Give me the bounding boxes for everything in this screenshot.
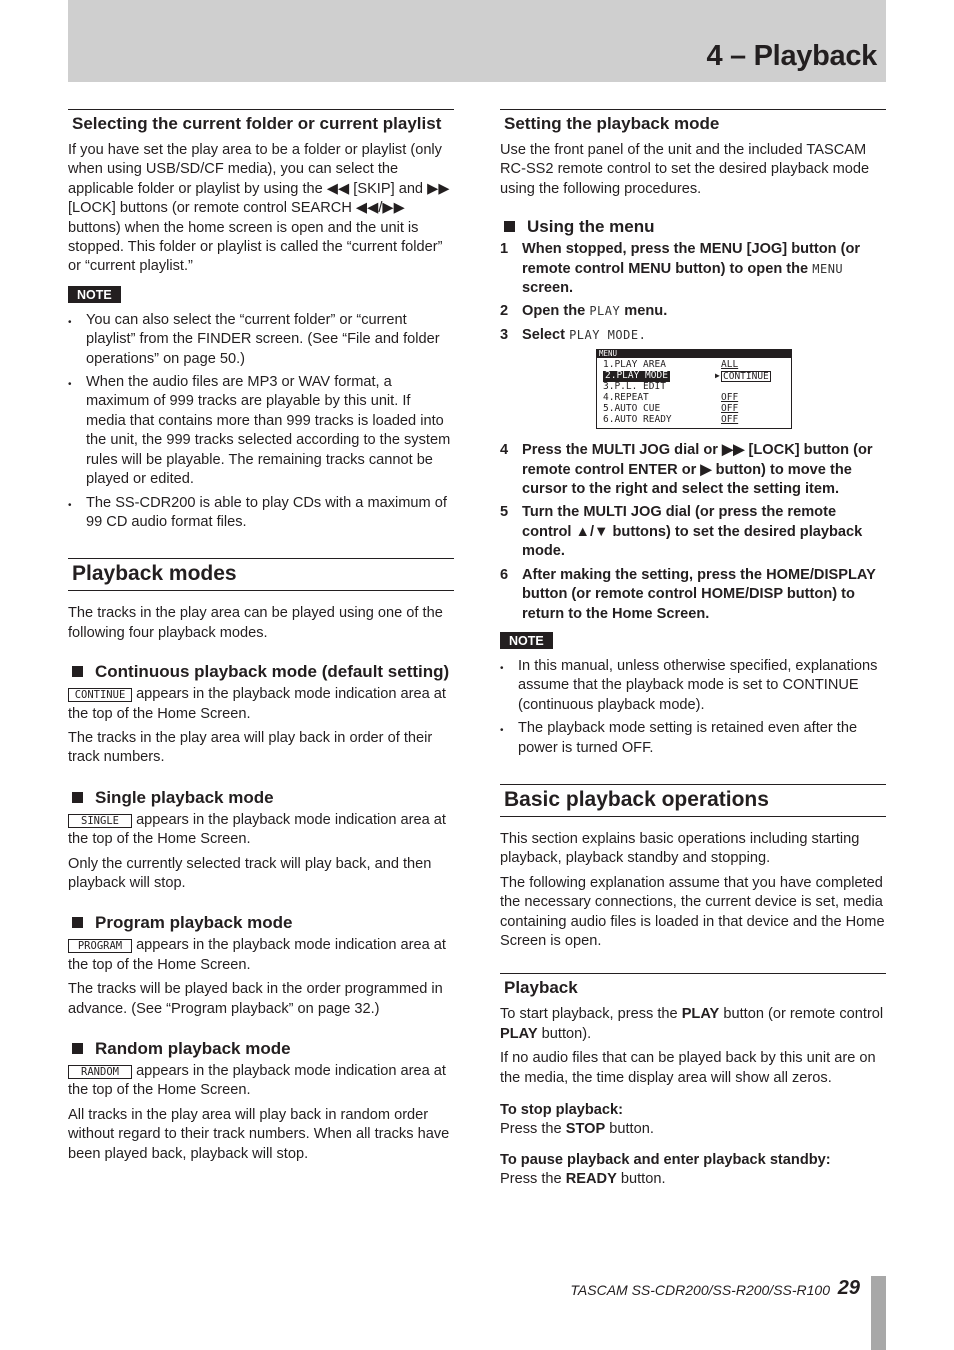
mode-indicator: PROGRAM	[68, 939, 132, 953]
playback-modes-intro: The tracks in the play area can be played using one of the following four playback modes.	[68, 605, 443, 641]
menu-lcd-screenshot	[596, 349, 792, 429]
step-item: 2 Open the PLAY menu.	[500, 303, 668, 320]
mode-heading-continuous: Continuous playback mode (default setting)	[68, 661, 454, 682]
square-bullet-icon	[504, 221, 515, 232]
section-heading-select-folder: Selecting the current folder or current playlist	[68, 109, 454, 134]
step-item: 5 Turn the MULTI JOG dial (or press the remote control ▲/▼ buttons) to set the desired playback mode.	[500, 504, 863, 560]
lcd-row: 6.AUTO READY OFF	[603, 414, 739, 426]
note-item: • In this manual, unless otherwise specified, explanations assume that the playback mode is set to CONTINUE (continuous playback mode).	[500, 657, 886, 715]
note-item: • The playback mode setting is retained even after the power is turned OFF.	[500, 719, 886, 758]
note-list	[68, 311, 454, 532]
chapter-title: 4 – Playback	[706, 40, 877, 72]
mode-random-p2: All tracks in the play area will play back in random order without regard to their track numbers. When all tracks have been played back, playback will stop.	[68, 1106, 450, 1162]
mode-indicator: CONTINUE	[68, 688, 132, 702]
mode-heading-program: Program playback mode	[68, 912, 454, 933]
using-menu-heading: Using the menu	[500, 216, 886, 237]
playback-p2: If no audio files that can be played back by this unit are on the media, the time display area will show all zeros.	[500, 1050, 876, 1086]
section-heading-basic-ops: Basic playback operations	[500, 784, 886, 817]
mode-single-p1: SINGLE appears in the playback mode indication area at the top of the Home Screen.	[68, 811, 446, 848]
cursor-arrow-icon: ▶	[715, 371, 720, 381]
square-bullet-icon	[72, 1043, 83, 1054]
left-column	[68, 109, 454, 1169]
select-folder-paragraph: If you have set the play area to be a folder or playlist (only when using USB/SD/CF media), you can select the applicable folder or playlist by using the ◀◀ [SKIP] and ▶▶ [LOCK] buttons (or remote control SEARCH ◀◀/▶▶ buttons) when the home screen is open and the unit is stopped. This folder or playlist is called the “current folder” or “current playlist.”	[68, 142, 450, 275]
square-bullet-icon	[72, 792, 83, 803]
mode-single-p2: Only the currently selected track will play back, and then playback will stop.	[68, 855, 432, 891]
lcd-row: 3.P.L. EDIT	[603, 381, 666, 393]
basic-ops-p1: This section explains basic operations including starting playback, playback standby and stopping.	[500, 830, 860, 867]
mode-program-p2: The tracks will be played back in the order programmed in advance. (See “Program playback” on page 32.)	[68, 981, 443, 1017]
pause-instruction: Press the READY button.	[500, 1171, 666, 1188]
step-item: 4 Press the MULTI JOG dial or ▶▶ [LOCK] button (or remote control ENTER or ▶ button) to move the cursor to the right and select the setting item.	[500, 442, 873, 498]
section-heading-playback: Playback	[500, 973, 886, 998]
mode-program-p1: PROGRAM appears in the playback mode indication area at the top of the Home Screen.	[68, 937, 446, 973]
note-badge: NOTE	[500, 632, 553, 649]
lcd-row-selected: 2.PLAY MODE ▶ CONTINUE	[605, 370, 769, 383]
note-item: • When the audio files are MP3 or WAV format, a maximum of 999 tracks are playable by this unit. If media that contains more than 999 tracks is loaded into the unit, the 999 tracks selected according to the system rules will be playable. The remaining tracks cannot be played or edited.	[68, 373, 454, 489]
lcd-row: 1.PLAY AREA ALL	[603, 359, 739, 371]
square-bullet-icon	[72, 917, 83, 928]
setting-mode-intro: Use the front panel of the unit and the included TASCAM RC-SS2 remote control to set the desired playback mode using the following procedures.	[500, 142, 870, 197]
mode-indicator: SINGLE	[68, 814, 132, 828]
steps-list-continued	[500, 441, 886, 624]
step-item: 3 Select PLAY MODE.	[500, 326, 647, 343]
step-item: 6 After making the setting, press the HOME/DISPLAY button (or remote control HOME/DISP button) to return to the Home Screen.	[500, 566, 876, 622]
playback-p1: To start playback, press the PLAY button (or remote control PLAY button).	[500, 1006, 884, 1042]
stop-instruction: Press the STOP button.	[500, 1121, 654, 1138]
square-bullet-icon	[72, 666, 83, 677]
section-heading-playback-modes: Playback modes	[68, 558, 454, 591]
steps-list	[500, 240, 886, 345]
basic-ops-p2: The following explanation assume that you have completed the necessary connections, the current device is set, media containing audio files is loaded in that device and the Home Screen is open.	[500, 874, 885, 949]
mode-continuous-p1: CONTINUE appears in the playback mode indication area at the top of the Home Screen.	[68, 686, 446, 722]
page-number: 29	[837, 1277, 860, 1299]
footer-model: TASCAM SS-CDR200/SS-R200/SS-R100	[570, 1282, 830, 1298]
mode-continuous-p2: The tracks in the play area will play back in order of their track numbers.	[68, 729, 433, 766]
lcd-header: MENU	[597, 350, 791, 358]
note-item: • You can also select the “current folder” or “current playlist” from the FINDER screen. (See “File and folder operations” on page 50.)	[68, 311, 454, 369]
mode-indicator: RANDOM	[68, 1065, 132, 1079]
note-list	[500, 657, 886, 758]
lcd-row: 5.AUTO CUE OFF	[603, 403, 739, 415]
footer-bar	[871, 1276, 886, 1350]
step-item: 1 When stopped, press the MENU [JOG] button (or remote control MENU button) to open the MENU screen.	[500, 241, 861, 297]
lcd-row: 4.REPEAT OFF	[603, 392, 739, 404]
mode-random-p1: RANDOM appears in the playback mode indication area at the top of the Home Screen.	[68, 1063, 446, 1099]
pause-heading: To pause playback and enter playback standby:	[500, 1151, 831, 1168]
right-column	[500, 109, 886, 1195]
mode-heading-random: Random playback mode	[68, 1038, 454, 1059]
stop-heading: To stop playback:	[500, 1102, 623, 1118]
note-item: • The SS-CDR200 is able to play CDs with a maximum of 99 CD audio format files.	[68, 494, 454, 533]
note-badge: NOTE	[68, 286, 121, 303]
mode-heading-single: Single playback mode	[68, 787, 454, 808]
section-heading-setting-mode: Setting the playback mode	[500, 109, 886, 134]
